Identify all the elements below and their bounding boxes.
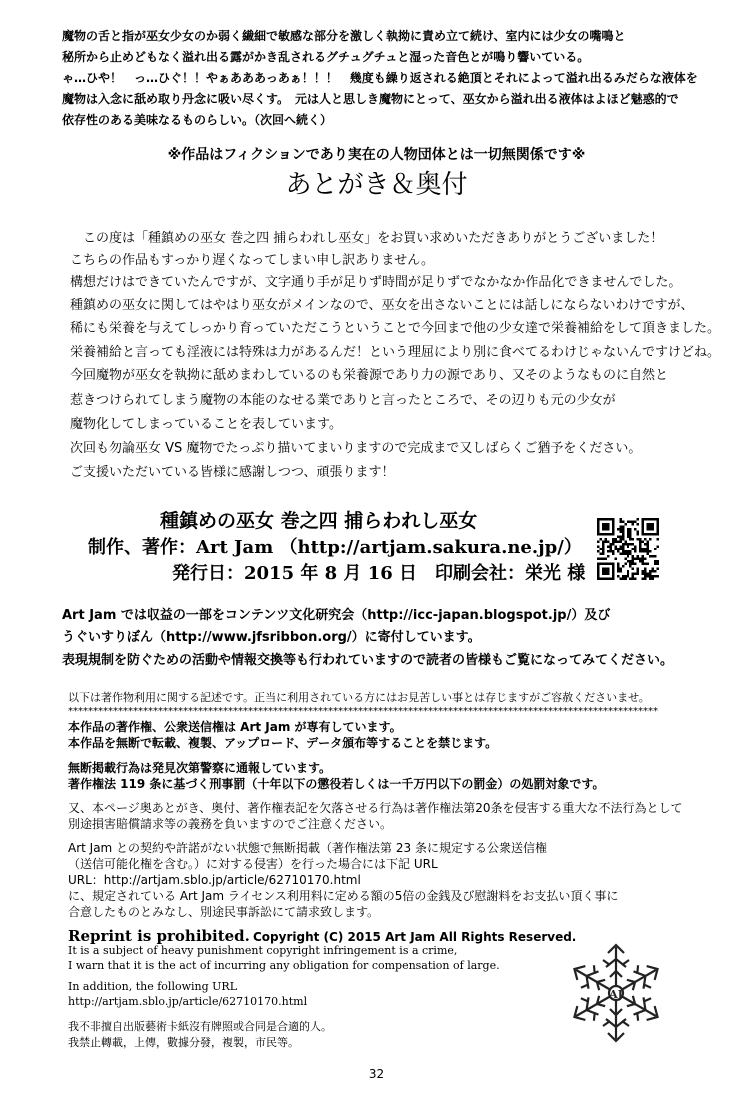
legal-line: 合意したものとみなし、別途民事訴訟にて請求致します。	[68, 905, 380, 919]
qr-code-icon	[597, 518, 659, 580]
story-line: 依存性のある美味なるものらしい。（次回へ続く）	[62, 113, 333, 127]
chinese-line: 我禁止轉載，上傳，數據分發，複製，市民等。	[68, 1036, 299, 1049]
story-line: ゃ…ひや！ っ…ひぐ！！やぁあああっあぁ！！！ 幾度も繰り返される絶頂とそれによって溢れ出るみだらな液体を	[62, 71, 698, 85]
afterword-line: こちらの作品もすっかり遅くなってしまい申し訳ありません。	[70, 253, 435, 268]
svg-text:AJ: AJ	[609, 988, 623, 1001]
snowflake-emblem-icon	[566, 941, 666, 1044]
chinese-line: 我不非擅自出版藝術卡紙沒有牌照或合同是合適的人。	[68, 1020, 332, 1033]
copyright-line: Copyright (C) 2015 Art Jam All Rights Reserved.	[253, 930, 577, 944]
page-number: 32	[368, 1067, 385, 1081]
afterword-title: あとがき＆奥付	[285, 170, 468, 200]
legal-url: URL：http://artjam.sblo.jp/article/62710170.html	[68, 873, 361, 887]
separator-stars: **********************************************************************************************************************	[68, 706, 658, 717]
legal-line: 本作品を無断で転載、複製、アップロード、データ頒布等することを禁じます。	[68, 736, 498, 750]
afterword-line: ご支援いただいている皆様に感謝しつつ、頑張ります！	[70, 465, 395, 480]
fiction-notice: ※作品はフィクションであり実在の人物団体とは一切無関係です※	[167, 147, 586, 163]
donation-line: 表現規制を防ぐための活動や情報交換等も行われていますので読者の皆様もご覧になってみてください。	[62, 653, 674, 668]
afterword-line: 今回魔物が巫女を執拗に舐めまわしているのも栄養源であり力の源であり、又そのようなものに自然と	[70, 368, 669, 383]
afterword-line: 次回も勿論巫女 VS 魔物でたっぷり描いてまいりますので完成まで又しばらくご猶予をください。	[70, 441, 642, 456]
legal-line: 別途損害賠償請求等の義務を負いますのでご注意ください。	[68, 817, 393, 831]
afterword-line: この度は「種鎮めの巫女 巻之四 捕らわれし巫女」をお買い求めいただきありがとうございました！	[70, 231, 664, 246]
legal-line: 又、本ページ奥あとがき、奥付、著作権表記を欠落させる行為は著作権法第20条を侵害する重大な不法行為として	[68, 801, 683, 815]
story-line: 魔物は入念に舐め取り丹念に吸い尽くす。 元は人と思しき魔物にとって、巫女から溢れ出る液体はよほど魅惑的で	[62, 92, 679, 106]
reprint-headline: Reprint is prohibited.	[68, 927, 250, 945]
legal-line: 無断掲載行為は発見次第警察に通報しています。	[68, 761, 332, 775]
story-line: 秘所から止めどもなく溢れ出る露がかき乱されるグチュグチュと湿った音色とが鳴り響いている。	[62, 50, 590, 64]
english-line: In addition, the following URL	[68, 980, 238, 993]
afterword-line: 惹きつけられてしまう魔物の本能のなせる業でありと言ったところで、その辺りも元の少女が	[70, 393, 616, 408]
legal-line: 著作権法 119 条に基づく刑事罰（十年以下の懲役若しくは一千万円以下の罰金）の処罰対象です。	[68, 777, 605, 791]
legal-line: 本作品の著作権、公衆送信権は Art Jam が専有しています。	[68, 720, 402, 734]
colophon-title: 種鎮めの巫女 巻之四 捕らわれし巫女	[160, 510, 478, 532]
colophon-credits: 制作、著作：Art Jam （http://artjam.sakura.ne.jp/）	[88, 537, 582, 558]
legal-intro: 以下は著作物利用に関する記述です。正当に利用されている方にはお見苦しい事とは存じますがご容赦くださいませ。	[68, 691, 650, 704]
afterword-line: 構想だけはできていたんですが、文字通り手が足りず時間が足りずでなかなか作品化できませんでした。	[70, 275, 682, 290]
english-line: I warn that it is the act of incurring any obligation for compensation of large.	[68, 959, 500, 972]
donation-line: Art Jam では収益の一部をコンテンツ文化研究会（http://icc-japan.blogspot.jp/）及び	[62, 608, 611, 623]
afterword-line: 魔物化してしまっていることを表しています。	[70, 417, 342, 432]
english-url: http://artjam.sblo.jp/article/62710170.html	[68, 995, 308, 1008]
story-line: 魔物の舌と指が巫女少女のか弱く繊細で敏感な部分を激しく執拗に責め立て続け、室内には少女の嘴鳴と	[62, 29, 626, 43]
legal-line: Art Jam との契約や許諾がない状態で無断掲載（著作権法第 23 条に規定する公衆送信権	[68, 841, 547, 855]
donation-line: うぐいすりぼん（http://www.jfsribbon.org/）に寄付しています。	[62, 630, 481, 645]
afterword-line: 栄養補給と言っても淫液には特殊は力があるんだ！という理屈により別に食べてるわけじゃないんですけどね。	[70, 345, 721, 360]
afterword-line: 稀にも栄養を与えてしっかり育っていただこうということで今回まで他の少女達で栄養補給をして頂きました。	[70, 321, 721, 336]
legal-line: に、規定されている Art Jam ライセンス利用料に定める額の5倍の金銭及び慰謝料をお支払い頂く事に	[68, 889, 619, 903]
afterword-line: 種鎮めの巫女に関してはやはり巫女がメインなので、巫女を出さないことには話しにならないわけですが、	[70, 298, 694, 313]
english-line: It is a subject of heavy punishment copyright infringement is a crime,	[68, 944, 458, 957]
colophon-published: 発行日：2015 年 8 月 16 日 印刷会社：栄光 様	[172, 563, 586, 584]
legal-line: （送信可能化権を含む。）に対する侵害）を行った場合には下記 URL	[68, 857, 438, 871]
